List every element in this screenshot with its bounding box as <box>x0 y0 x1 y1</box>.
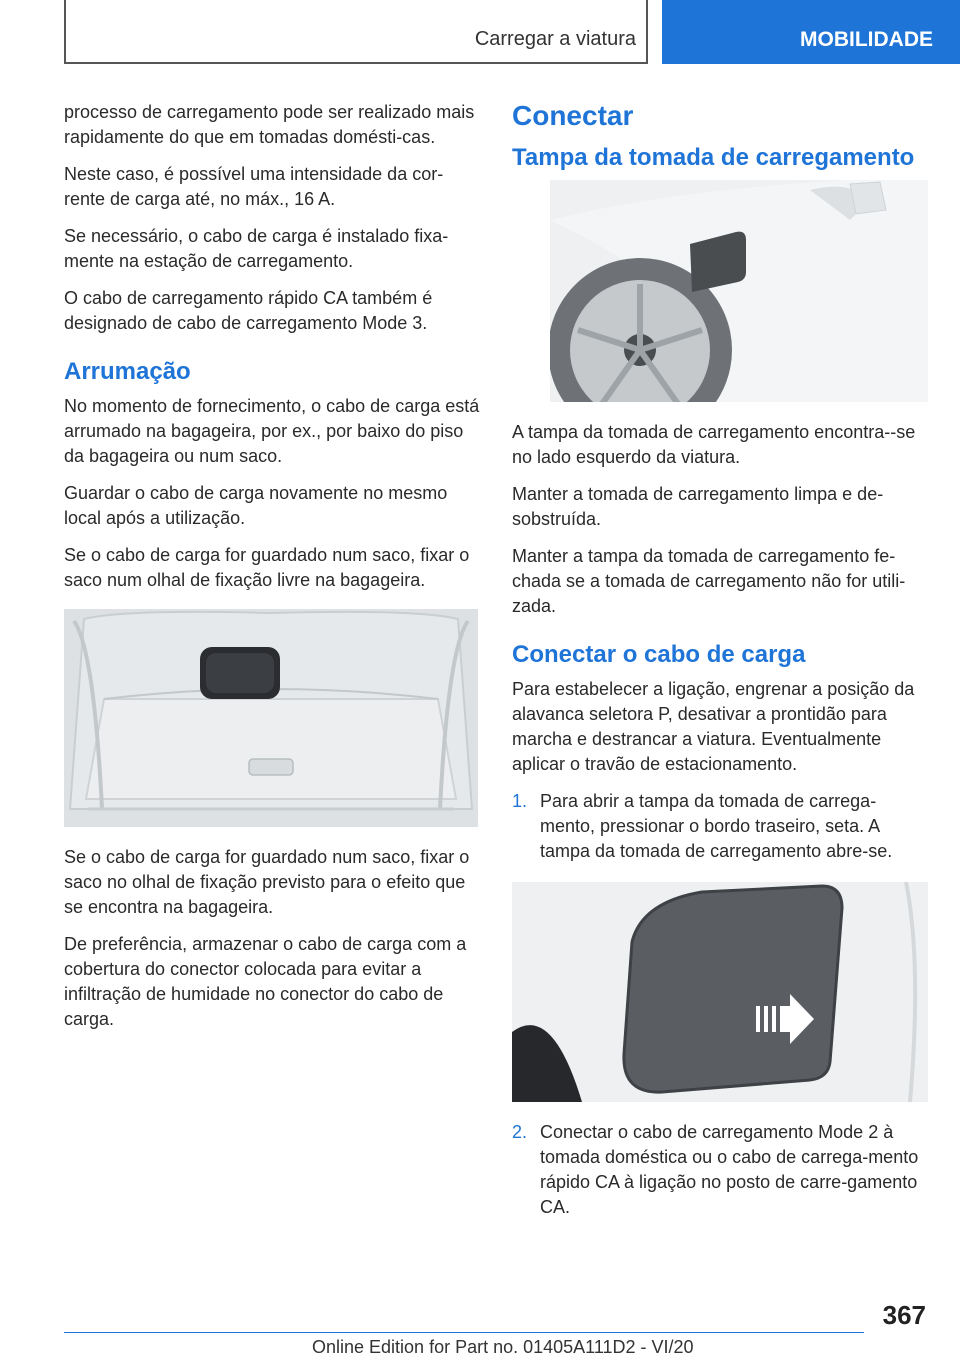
step-text: Conectar o cabo de carregamento Mode 2 à tomada doméstica ou o cabo de carrega‐mento rápido CA à ligação no posto de carre‐gamento CA. <box>540 1122 919 1217</box>
paragraph: Neste caso, é possível uma intensidade da cor‐rente de carga até, no máx., 16 A. <box>64 164 444 209</box>
step-item <box>512 1120 928 1220</box>
page-number: 367 <box>882 1300 926 1330</box>
paragraph: De preferência, armazenar o cabo de carga com a cobertura do conector colocada para evitar a infiltração de humidade no conector do cabo de carga. <box>64 934 467 1029</box>
paragraph: processo de carregamento pode ser realizado mais rapidamente do que em tomadas domésti‐cas. <box>64 102 475 147</box>
steps-list <box>512 1120 928 1220</box>
step-text: Para abrir a tampa da tomada de carrega‐mento, pressionar o bordo traseiro, seta. A tampa da tomada de carregamento abre-se. <box>540 791 893 861</box>
paragraph: O cabo de carregamento rápido CA também é designado de cabo de carregamento Mode 3. <box>64 288 433 333</box>
footer-edition: Online Edition for Part no. 01405A111D2 - VI/20 <box>312 1337 694 1357</box>
paragraph: Se o cabo de carga for guardado num saco, fixar o saco num olhal de fixação livre na bagageira. <box>64 545 470 590</box>
paragraph: A tampa da tomada de carregamento encontra‐-se no lado esquerdo da viatura. <box>512 422 916 467</box>
footer-divider <box>64 1332 864 1333</box>
trunk-image <box>64 609 478 827</box>
charging-flap-car-image <box>550 180 928 402</box>
flap-arrow-image <box>512 882 928 1102</box>
header-title: Carregar a viatura <box>474 28 636 50</box>
header-frame <box>64 0 648 64</box>
subheading-tampa: Tampa da tomada de carregamento <box>512 144 915 171</box>
paragraph: Se necessário, o cabo de carga é instalado fixa‐mente na estação de carregamento. <box>64 226 449 271</box>
right-column <box>512 100 928 1238</box>
step-number: 1. <box>512 791 528 811</box>
paragraph: Manter a tampa da tomada de carregamento fe‐chada se a tomada de carregamento não for utili‐zada. <box>512 546 906 616</box>
subheading-conectar-cabo: Conectar o cabo de carga <box>512 641 806 668</box>
paragraph: No momento de fornecimento, o cabo de carga está arrumado na bagageira, por ex., por baixo do piso da bagageira ou num saco. <box>64 396 480 466</box>
paragraph: Manter a tomada de carregamento limpa e de‐sobstruída. <box>512 484 884 529</box>
step-number: 2. <box>512 1122 528 1142</box>
paragraph: Guardar o cabo de carga novamente no mesmo local após a utilização. <box>64 483 448 528</box>
left-column <box>64 100 480 1044</box>
steps-list <box>512 789 928 864</box>
paragraph: Se o cabo de carga for guardado num saco, fixar o saco no olhal de fixação previsto para o efeito que se encontra na bagageira. <box>64 847 470 917</box>
section-tab[interactable]: MOBILIDADE <box>662 0 960 64</box>
step-item <box>512 789 928 864</box>
paragraph: Para estabelecer a ligação, engrenar a posição da alavanca seletora P, desativar a prontidão para marcha e destrancar a viatura. Eventualmente aplicar o travão de estacionamento. <box>512 679 915 774</box>
section-heading-arrumacao: Arrumação <box>64 358 191 385</box>
section-heading-conectar: Conectar <box>512 100 634 131</box>
